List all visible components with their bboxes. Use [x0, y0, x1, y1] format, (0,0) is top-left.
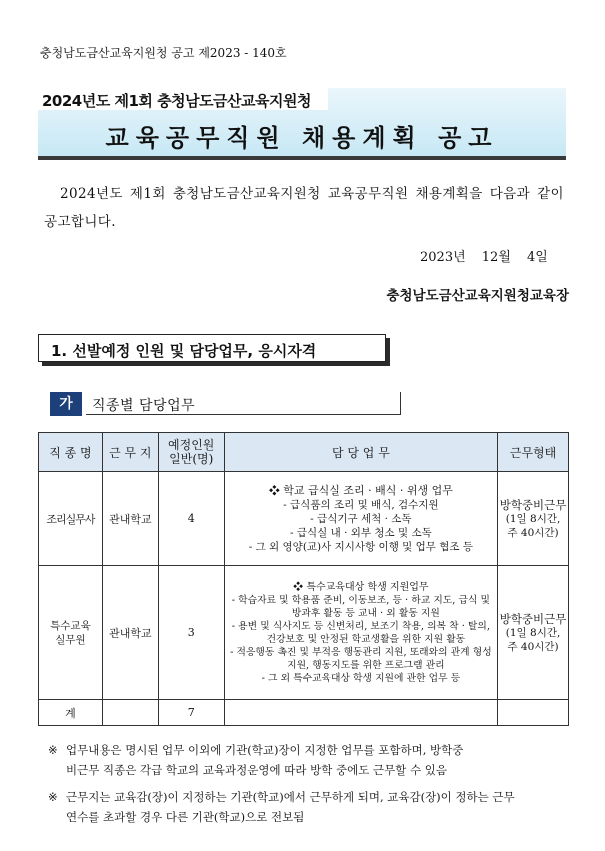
table-header-row — [39, 433, 569, 472]
duty-lead: ❖ 학교 급식실 조리 · 배식 · 위생 업무 — [268, 483, 453, 497]
table-total-row — [39, 700, 569, 726]
issuing-organization: 충청남도금산교육지원청교육장 — [386, 288, 569, 304]
form-sub: (1일 8시간, — [505, 512, 561, 525]
header-job: 직 종 명 — [39, 433, 103, 472]
duty-item: - 용변 및 식사지도 등 신변처리, 보조기 착용, 의복 착 · 탈의, 건강보호 및 안정된 학교생활을 위한 지원 활동 — [231, 620, 490, 645]
duty-item: - 급식기구 세척 · 소독 — [310, 512, 412, 525]
header-form: 근무형태 — [498, 433, 569, 472]
form-sub: 주 40시간) — [507, 640, 559, 653]
total-place — [102, 700, 158, 726]
duty-item: - 학습자료 및 학용품 준비, 이동보조, 등 · 하교 지도, 급식 및 방과후 활동 등 교내 · 외 활동 지원 — [231, 594, 490, 619]
total-form — [498, 700, 569, 726]
cell-place: 관내학교 — [102, 566, 158, 700]
duty-table — [38, 432, 569, 726]
table-row — [39, 472, 569, 566]
cell-duty — [224, 566, 497, 700]
announcement-date: 2023년 12월 4일 — [420, 250, 548, 265]
intro-paragraph: 2024년도 제1회 충청남도금산교육지원청 교육공무직원 채용계획을 다음과 같이 공고합니다. — [44, 186, 564, 230]
cell-duty — [224, 472, 497, 566]
footnote-line: 비근무 직종은 각급 학교의 교육과정운영에 따라 방학 중에도 근무할 수 있음 — [66, 763, 447, 777]
subsection-divider — [400, 392, 401, 415]
footnote-mark: ※ — [48, 743, 58, 757]
form-main: 방학중비근무 — [499, 497, 567, 512]
header-count-line1: 예정인원 — [168, 438, 215, 452]
section-header — [38, 334, 386, 362]
cell-count: 4 — [158, 472, 224, 566]
duty-item: - 그 외 특수교육대상 학생 지원에 관한 업무 등 — [261, 672, 461, 684]
form-sub: 주 40시간) — [507, 526, 559, 539]
duty-lead: ❖ 특수교육대상 학생 지원업무 — [293, 581, 429, 593]
footnote-line: 연수를 초과할 경우 다른 기관(학교)으로 전보됨 — [66, 810, 305, 824]
form-main: 방학중비근무 — [499, 611, 567, 626]
duty-item: - 급식실 내 · 외부 청소 및 소독 — [289, 526, 432, 539]
footnote-line: 근무지는 교육감(장)이 지정하는 기관(학교)에서 근무하게 되며, 교육감(장)이 정하는 근무 — [66, 790, 515, 804]
duty-item: - 급식품의 조리 및 배식, 검수지원 — [283, 498, 439, 511]
title-banner — [38, 88, 566, 160]
header-count-line2: 일반(명) — [169, 452, 214, 466]
total-duty — [224, 700, 497, 726]
footnote — [48, 787, 568, 827]
subsection-title: 직종별 담당업무 — [92, 398, 196, 414]
cell-job-line2: 실무원 — [55, 633, 86, 646]
form-sub: (1일 8시간, — [505, 626, 561, 639]
cell-job — [39, 566, 103, 700]
banner-subtitle: 2024년도 제1회 충청남도금산교육지원청 — [42, 92, 311, 110]
footnote — [48, 740, 568, 780]
section-title: 1. 선발예정 인원 및 담당업무, 응시자격 — [51, 342, 317, 360]
duty-item: - 그 외 영양(교)사 지시사항 이행 및 업무 협조 등 — [248, 540, 474, 553]
duty-item: - 적응행동 촉진 및 부적응 행동관리 지원, 또래와의 관계 형성 지원, 행동지도를 위한 프로그램 관리 — [230, 646, 492, 671]
subsection-badge: 가 — [50, 392, 82, 416]
notice-number: 충청남도금산교육지원청 공고 제2023 - 140호 — [40, 46, 287, 60]
cell-place: 관내학교 — [102, 472, 158, 566]
total-label: 계 — [39, 700, 103, 726]
cell-form — [498, 472, 569, 566]
total-count: 7 — [158, 700, 224, 726]
cell-job: 조리실무사 — [39, 472, 103, 566]
page-title: 교육공무직원 채용계획 공고 — [105, 124, 499, 152]
header-duty: 담 당 업 무 — [224, 433, 497, 472]
cell-count: 3 — [158, 566, 224, 700]
footnote-mark: ※ — [48, 790, 58, 804]
table-row — [39, 566, 569, 700]
cell-job-line1: 특수교육 — [50, 619, 91, 632]
footnote-line: 업무내용은 명시된 업무 이외에 기관(학교)장이 지정한 업무를 포함하며, 방학중 — [66, 743, 464, 757]
cell-form — [498, 566, 569, 700]
header-count — [158, 433, 224, 472]
subsection-underline — [86, 414, 401, 415]
header-place: 근 무 지 — [102, 433, 158, 472]
